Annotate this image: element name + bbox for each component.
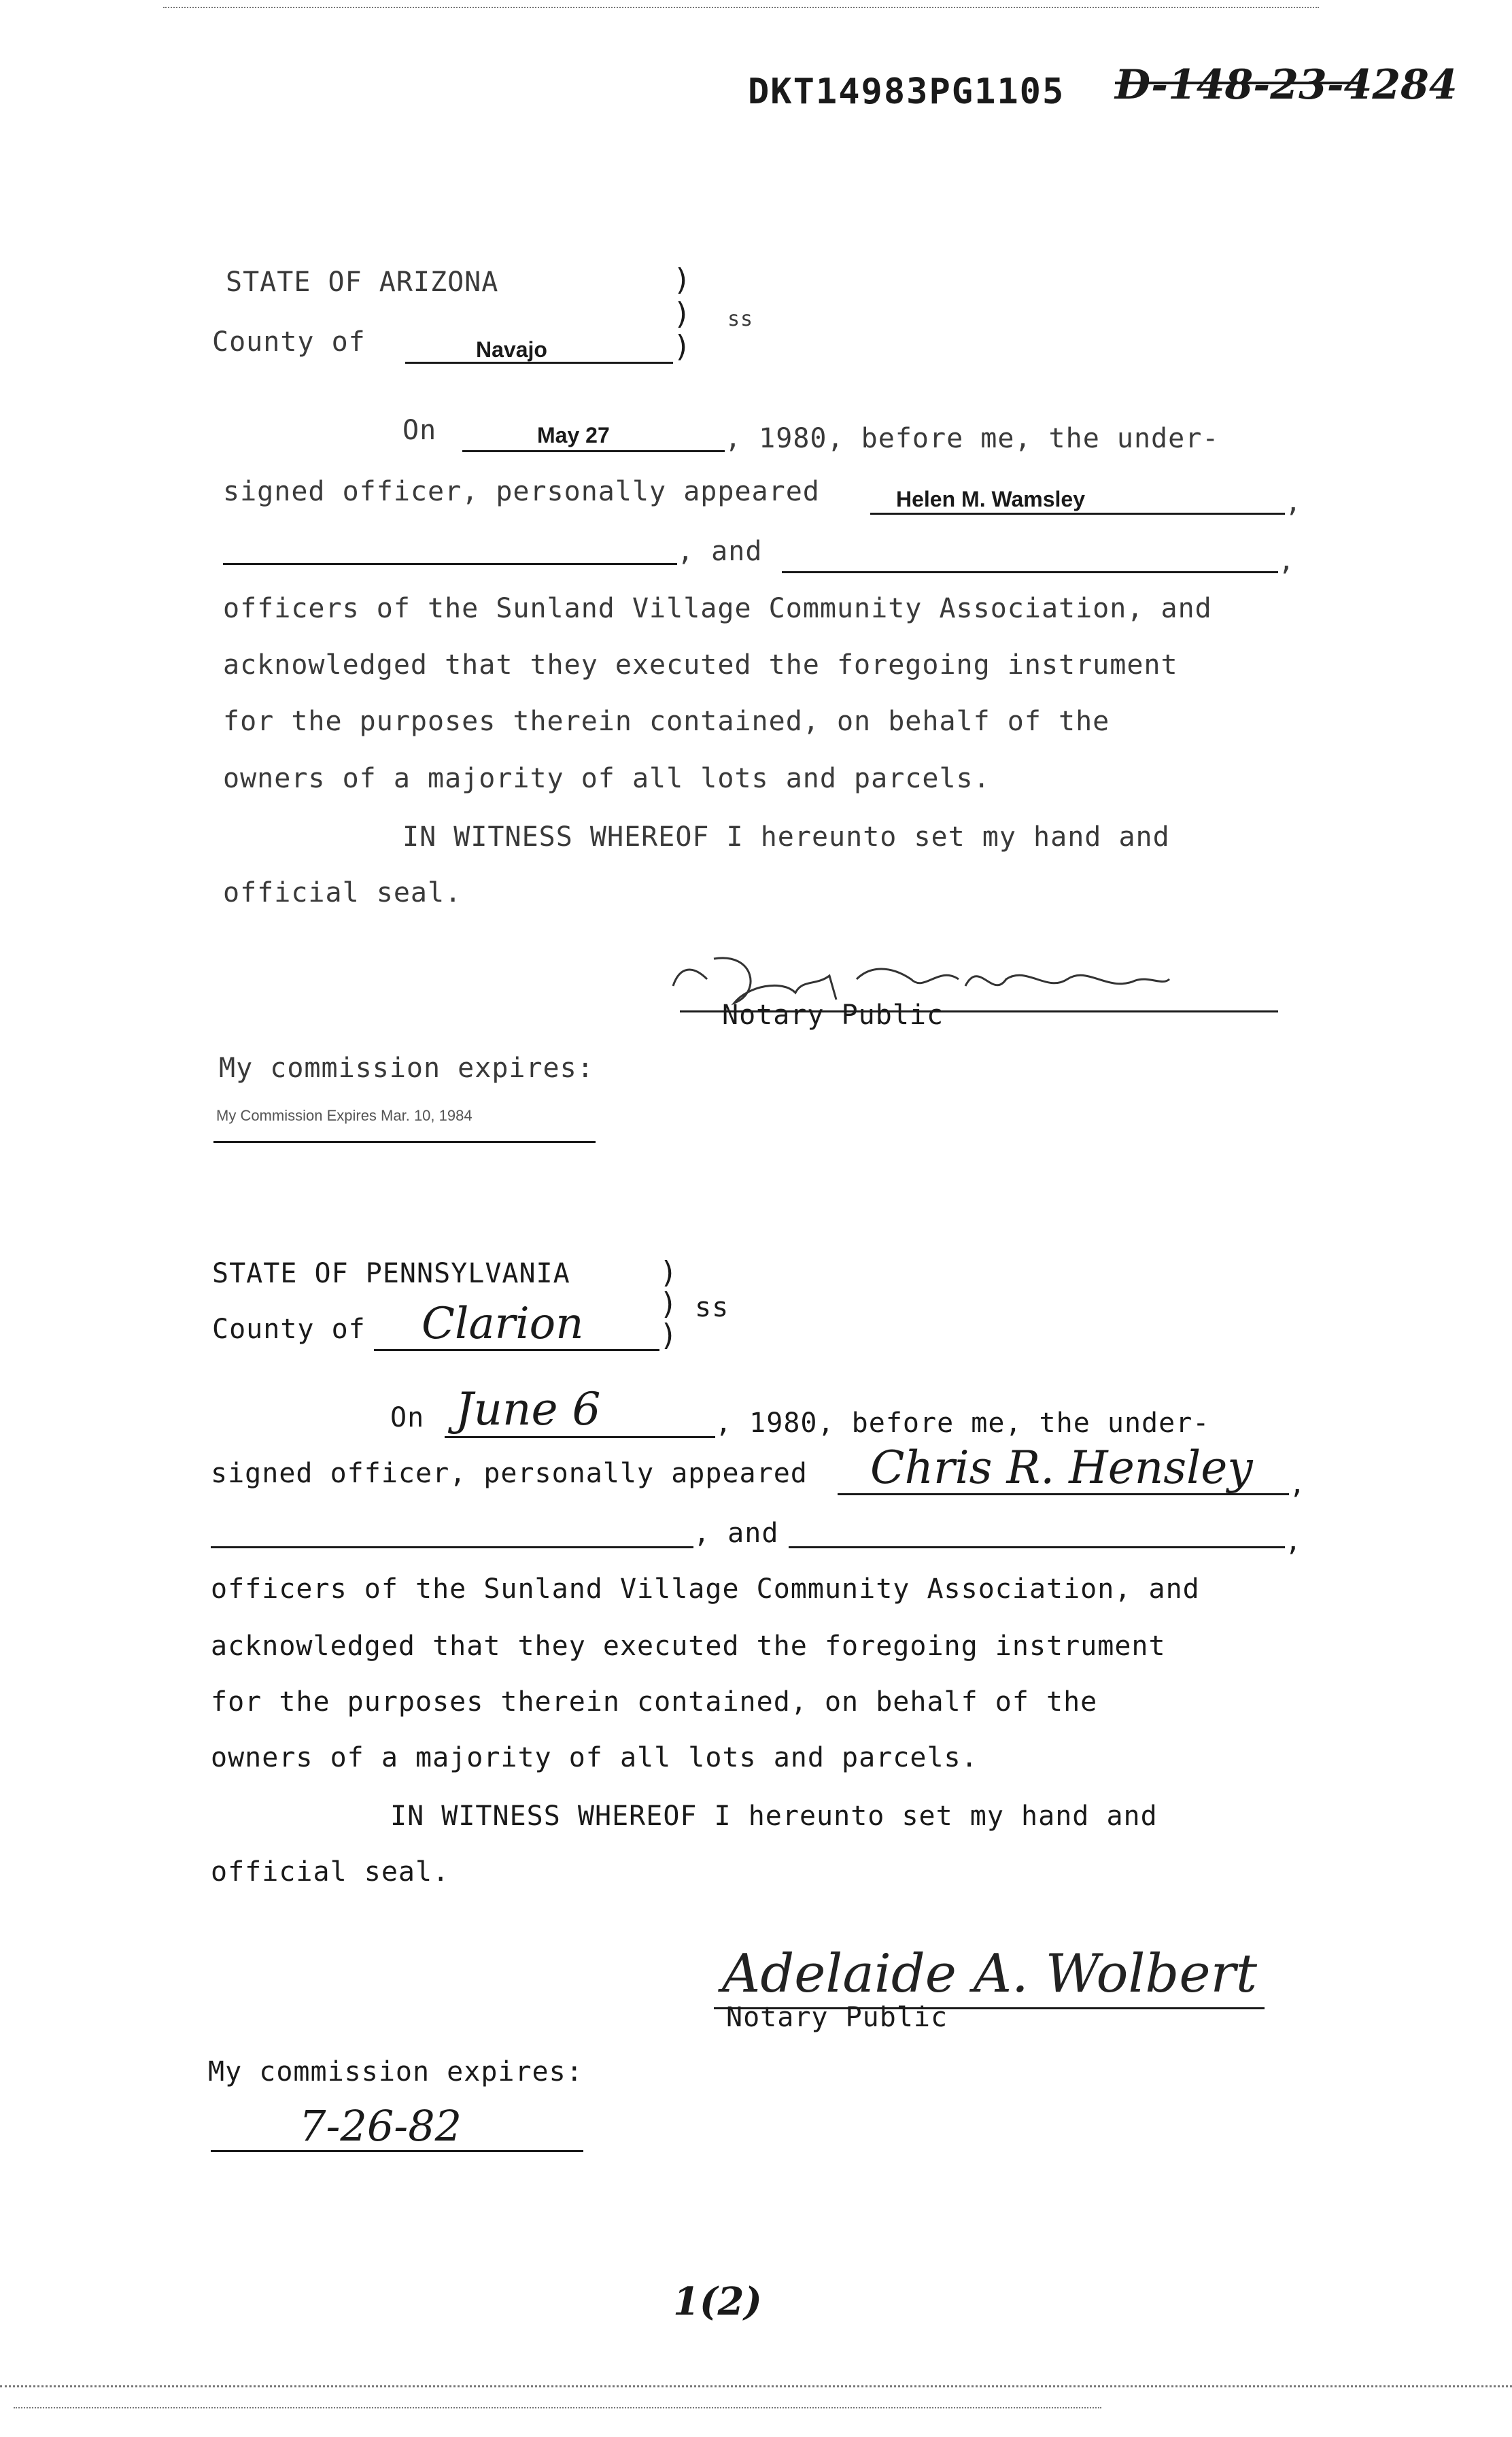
comma: ,	[1278, 545, 1296, 577]
official-seal: official seal.	[211, 1856, 450, 1888]
official-seal: official seal.	[223, 877, 462, 908]
commission-value: 7-26-82	[299, 2101, 462, 2151]
county-underline	[374, 1349, 659, 1351]
brace-mid: )	[659, 1286, 678, 1321]
ss-label: ss	[727, 307, 754, 331]
and-text: , and	[677, 536, 763, 567]
person-name: Helen M. Wamsley	[896, 487, 1086, 511]
page-mark: 1(2)	[673, 2279, 762, 2324]
brace-mid: )	[673, 296, 691, 331]
notary-public-label: Notary Public	[722, 1000, 944, 1031]
brace-bottom: )	[659, 1318, 678, 1352]
county-value: Clarion	[422, 1299, 584, 1349]
body-line: owners of a majority of all lots and parcels.	[211, 1742, 978, 1773]
document-number: DKT14983PG1105	[748, 71, 1065, 112]
body-line: for the purposes therein contained, on behalf of the	[211, 1686, 1098, 1718]
date-underline	[462, 450, 725, 452]
body-line: for the purposes therein contained, on behalf of the	[223, 706, 1110, 737]
county-label: County of	[212, 326, 366, 358]
witness-line: IN WITNESS WHEREOF I hereunto set my hand and	[390, 1801, 1158, 1832]
scan-artifact	[0, 2385, 1512, 2387]
commission-underline	[211, 2150, 583, 2152]
handwritten-reference: D-148-23-4284	[1115, 61, 1458, 109]
state-heading: STATE OF PENNSYLVANIA	[212, 1258, 570, 1289]
commission-underline	[213, 1141, 596, 1143]
officer-blank-1	[211, 1546, 693, 1548]
year-text: , 1980, before me, the under-	[725, 423, 1220, 454]
date-underline	[445, 1436, 715, 1438]
on-label: On	[390, 1402, 425, 1433]
brace-top: )	[659, 1255, 678, 1290]
appeared-text: signed officer, personally appeared	[211, 1458, 808, 1489]
ss-label: ss	[695, 1292, 729, 1323]
date-value: May 27	[537, 423, 610, 447]
county-label: County of	[212, 1314, 366, 1345]
year-text: , 1980, before me, the under-	[715, 1408, 1210, 1439]
commission-stamp: My Commission Expires Mar. 10, 1984	[216, 1107, 472, 1124]
body-line: owners of a majority of all lots and parcels.	[223, 763, 991, 794]
on-label: On	[402, 415, 437, 446]
person-underline	[870, 513, 1285, 515]
officer-blank-1	[223, 563, 677, 565]
comma: ,	[1285, 1526, 1303, 1557]
person-name: Chris R. Hensley	[870, 1442, 1253, 1494]
body-line: officers of the Sunland Village Community Association, and	[223, 593, 1212, 624]
state-heading: STATE OF ARIZONA	[226, 267, 499, 298]
comma: ,	[1289, 1469, 1307, 1500]
person-underline	[838, 1493, 1289, 1495]
and-text: , and	[693, 1518, 779, 1549]
brace-bottom: )	[673, 329, 691, 364]
notary-public-label: Notary Public	[726, 2002, 948, 2033]
body-line: officers of the Sunland Village Community Association, and	[211, 1573, 1200, 1605]
commission-label: My commission expires:	[208, 2056, 583, 2087]
body-line: acknowledged that they executed the foregoing instrument	[223, 649, 1178, 681]
comma: ,	[1285, 487, 1303, 518]
officer-blank-2	[789, 1546, 1285, 1548]
county-value: Navajo	[476, 337, 547, 362]
county-underline	[405, 362, 673, 364]
scan-artifact	[14, 2407, 1101, 2408]
appeared-text: signed officer, personally appeared	[223, 476, 820, 507]
notary-signature: Adelaide A. Wolbert	[722, 1943, 1258, 2005]
witness-line: IN WITNESS WHEREOF I hereunto set my hand and	[402, 821, 1170, 853]
scan-artifact	[163, 7, 1319, 8]
commission-label: My commission expires:	[219, 1053, 594, 1084]
date-value: June 6	[456, 1383, 601, 1435]
officer-blank-2	[782, 571, 1278, 573]
brace-top: )	[673, 262, 691, 297]
strikethrough-line	[1115, 82, 1360, 84]
body-line: acknowledged that they executed the foregoing instrument	[211, 1631, 1166, 1662]
